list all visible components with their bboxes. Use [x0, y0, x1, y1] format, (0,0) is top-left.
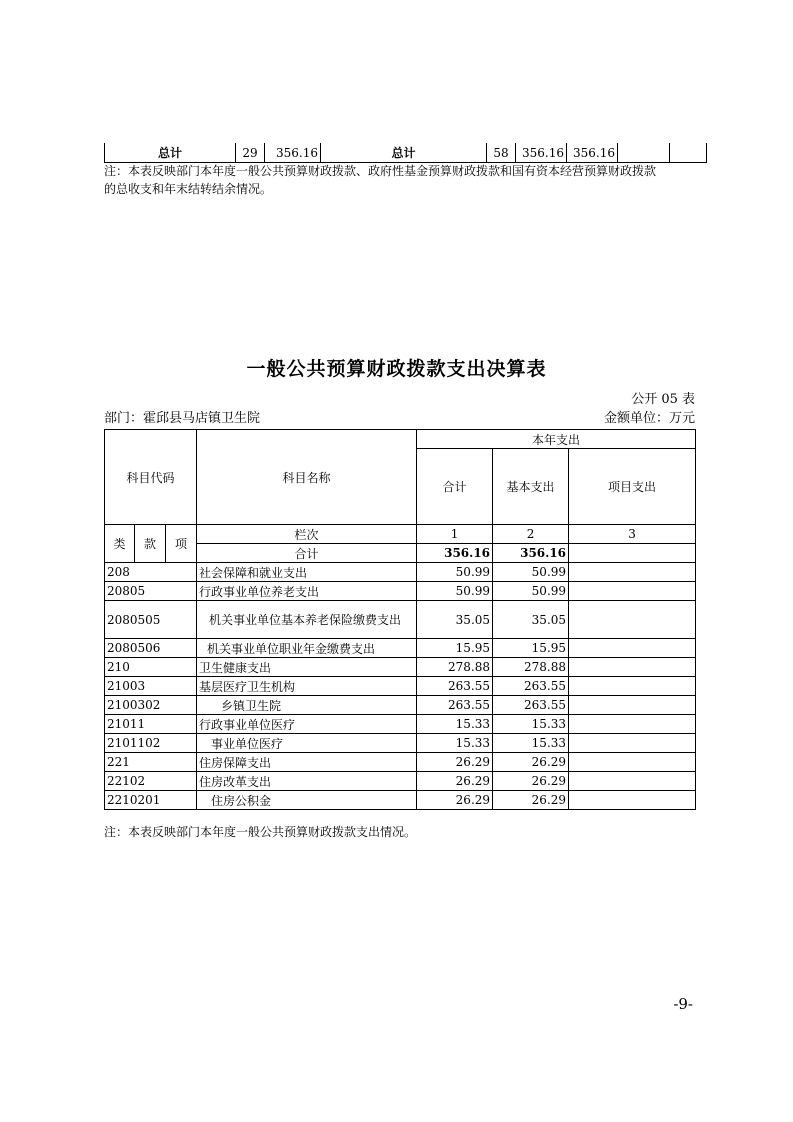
total-value-left: 356.16	[265, 143, 321, 163]
header-year-expense: 本年支出	[417, 430, 696, 449]
row-code: 21011	[105, 715, 197, 734]
row-basic: 26.29	[493, 791, 569, 810]
header-basic: 基本支出	[493, 449, 569, 525]
table-row	[105, 791, 696, 810]
total-value-right-4	[670, 143, 707, 163]
row-name: 机关事业单位职业年金缴费支出	[197, 639, 417, 658]
row-name: 卫生健康支出	[197, 658, 417, 677]
row-name: 机关事业单位基本养老保险缴费支出	[197, 601, 417, 639]
header-total: 合计	[417, 449, 493, 525]
row-code: 2210201	[105, 791, 197, 810]
table-row	[105, 658, 696, 677]
row-name: 事业单位医疗	[197, 734, 417, 753]
row-total: 26.29	[417, 791, 493, 810]
table-row	[105, 734, 696, 753]
row-project	[569, 791, 696, 810]
row-code: 22102	[105, 772, 197, 791]
row-project	[569, 696, 696, 715]
row-total: 50.99	[417, 563, 493, 582]
expense-table	[104, 429, 696, 810]
row-name: 行政事业单位医疗	[197, 715, 417, 734]
row-code: 20805	[105, 582, 197, 601]
row-total: 26.29	[417, 753, 493, 772]
table-row	[105, 601, 696, 639]
row-total: 26.29	[417, 772, 493, 791]
sum-basic: 356.16	[493, 544, 569, 563]
top-table-note-line1: 注：本表反映部门本年度一般公共预算财政拨款、政府性基金预算财政拨款和国有资本经营预算财政拨款	[104, 164, 657, 178]
form-number: 公开 05 表	[631, 392, 695, 407]
row-basic: 26.29	[493, 772, 569, 791]
row-name: 行政事业单位养老支出	[197, 582, 417, 601]
row-total: 15.95	[417, 639, 493, 658]
table-row	[105, 582, 696, 601]
total-value-right-1: 356.16	[516, 143, 567, 163]
row-total: 263.55	[417, 696, 493, 715]
department-label: 部门：霍邱县马店镇卫生院	[104, 411, 261, 426]
table-row	[105, 563, 696, 582]
table-row	[105, 639, 696, 658]
column-index-1: 1	[417, 525, 493, 544]
row-project	[569, 563, 696, 582]
row-total: 15.33	[417, 734, 493, 753]
row-code: 2080505	[105, 601, 197, 639]
column-index-label: 栏次	[197, 525, 417, 544]
line-number-left: 29	[236, 143, 265, 163]
sum-label: 合计	[197, 544, 417, 563]
table-row	[105, 677, 696, 696]
row-code: 221	[105, 753, 197, 772]
row-name: 住房保障支出	[197, 753, 417, 772]
row-total: 263.55	[417, 677, 493, 696]
column-index-3: 3	[569, 525, 696, 544]
row-project	[569, 639, 696, 658]
header-project: 项目支出	[569, 449, 696, 525]
row-total: 15.33	[417, 715, 493, 734]
total-value-right-3	[618, 143, 670, 163]
row-total: 50.99	[417, 582, 493, 601]
total-label-left: 总计	[105, 143, 236, 163]
top-table-note-line2: 的总收支和年末结转结余情况。	[104, 182, 273, 196]
row-basic: 263.55	[493, 677, 569, 696]
row-basic: 278.88	[493, 658, 569, 677]
row-project	[569, 601, 696, 639]
row-basic: 26.29	[493, 753, 569, 772]
page-number: -9-	[673, 995, 693, 1013]
row-project	[569, 772, 696, 791]
row-name: 社会保障和就业支出	[197, 563, 417, 582]
row-total: 35.05	[417, 601, 493, 639]
row-name: 住房公积金	[197, 791, 417, 810]
row-project	[569, 658, 696, 677]
total-value-right-2: 356.16	[567, 143, 618, 163]
row-code: 2101102	[105, 734, 197, 753]
report-note: 注：本表反映部门本年度一般公共预算财政拨款支出情况。	[104, 825, 417, 839]
row-name: 基层医疗卫生机构	[197, 677, 417, 696]
total-row	[105, 143, 707, 163]
total-label-right: 总计	[321, 143, 487, 163]
row-code: 208	[105, 563, 197, 582]
row-total: 278.88	[417, 658, 493, 677]
row-basic: 15.95	[493, 639, 569, 658]
header-subject-name: 科目名称	[197, 430, 417, 525]
unit-label: 金额单位：万元	[603, 411, 695, 426]
header-subject-code: 科目代码	[105, 430, 197, 525]
row-basic: 15.33	[493, 734, 569, 753]
table-row	[105, 715, 696, 734]
row-project	[569, 582, 696, 601]
report-title: 一般公共预算财政拨款支出决算表	[246, 358, 547, 380]
row-code: 210	[105, 658, 197, 677]
row-basic: 35.05	[493, 601, 569, 639]
row-project	[569, 734, 696, 753]
header-xiang: 项	[166, 525, 197, 563]
column-index-2: 2	[493, 525, 569, 544]
table-row	[105, 753, 696, 772]
row-basic: 263.55	[493, 696, 569, 715]
column-index-row	[105, 525, 696, 544]
header-kuan: 款	[135, 525, 166, 563]
row-basic: 15.33	[493, 715, 569, 734]
row-name: 乡镇卫生院	[197, 696, 417, 715]
row-name: 住房改革支出	[197, 772, 417, 791]
row-project	[569, 715, 696, 734]
row-code: 21003	[105, 677, 197, 696]
header-lei: 类	[105, 525, 135, 563]
row-project	[569, 677, 696, 696]
row-basic: 50.99	[493, 563, 569, 582]
row-code: 2100302	[105, 696, 197, 715]
sum-total: 356.16	[417, 544, 493, 563]
table-row	[105, 696, 696, 715]
income-expense-total-table	[104, 143, 707, 163]
line-number-right: 58	[487, 143, 516, 163]
row-basic: 50.99	[493, 582, 569, 601]
table-row	[105, 772, 696, 791]
header-row-1	[105, 430, 696, 449]
row-code: 2080506	[105, 639, 197, 658]
row-project	[569, 753, 696, 772]
sum-project	[569, 544, 696, 563]
